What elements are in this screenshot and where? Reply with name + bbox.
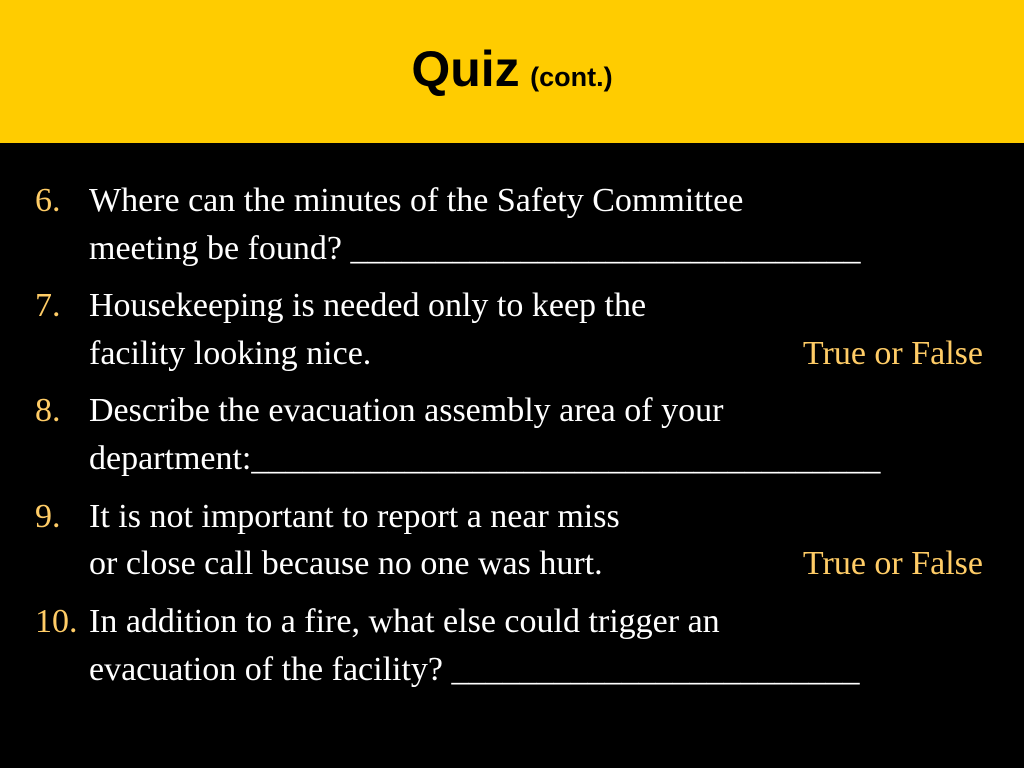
- question-6-number: 6.: [35, 182, 61, 219]
- title-subtitle: (cont.): [530, 62, 613, 92]
- question-7-line-1: Housekeeping is needed only to keep the: [89, 287, 647, 324]
- question-8-number: 8.: [35, 392, 61, 429]
- question-9-line-1: It is not important to report a near miss: [89, 498, 620, 535]
- question-9-answer: True or False: [802, 545, 983, 582]
- question-9-line-2: or close call because no one was hurt.: [89, 545, 603, 582]
- question-6-line-1: Where can the minutes of the Safety Committee: [89, 182, 744, 219]
- question-10-number: 10.: [35, 603, 78, 640]
- question-8-line-2: department:_____________________________________: [89, 440, 881, 477]
- question-7-answer: True or False: [802, 335, 983, 372]
- question-7-line-2: facility looking nice.: [89, 335, 372, 372]
- question-10-line-2: evacuation of the facility? ________________________: [89, 651, 860, 688]
- question-6-line-2: meeting be found? ______________________________: [89, 230, 861, 267]
- question-10-line-1: In addition to a fire, what else could trigger an: [89, 603, 720, 640]
- title-main: Quiz: [411, 41, 520, 97]
- question-9-number: 9.: [35, 498, 61, 535]
- question-8-line-1: Describe the evacuation assembly area of your: [89, 392, 724, 429]
- question-7-number: 7.: [35, 287, 61, 324]
